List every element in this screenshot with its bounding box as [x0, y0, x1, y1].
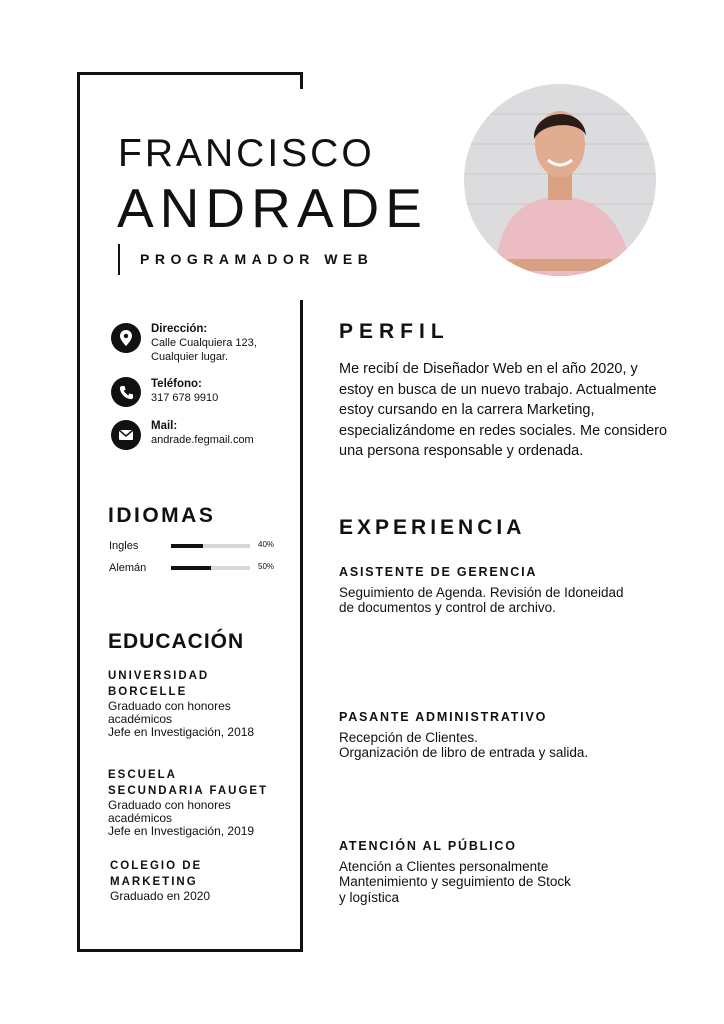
frame-top [77, 72, 303, 75]
phone-icon [111, 377, 141, 407]
job-title: ASISTENTE DE GERENCIA [339, 565, 538, 579]
address-line: Calle Cualquiera 123, [151, 337, 257, 349]
job-detail: Mantenimiento y seguimiento de Stock [339, 874, 571, 889]
location-icon [111, 323, 141, 353]
contact-address [151, 322, 257, 364]
school-name: COLEGIO DE [110, 860, 203, 872]
profile-text: Me recibí de Diseñador Web en el año 2020, y estoy en busca de un nuevo trabajo. Actualmente estoy cursando en la carrera Marketing, especializándome en redes sociales. Me considero una persona responsable y ordenada. [339, 361, 668, 460]
school-name: MARKETING [110, 876, 198, 888]
school-name: UNIVERSIDAD [108, 670, 210, 682]
frame-right-top [300, 72, 303, 89]
experience-item [339, 565, 639, 616]
education-item [110, 858, 210, 903]
address-line: Cualquier lugar. [151, 351, 229, 363]
edu-detail: Graduado con honores [108, 699, 231, 713]
experience-item [339, 839, 639, 905]
education-item [108, 767, 268, 838]
job-detail: Atención a Clientes personalmente [339, 858, 549, 874]
education-title: EDUCACIÓN [108, 630, 245, 653]
school-name: SECUNDARIA FAUGET [108, 785, 269, 797]
contact-mail [151, 419, 254, 447]
language-name: Alemán [109, 562, 147, 574]
role-divider [118, 244, 120, 275]
contact-phone [151, 377, 218, 405]
profile-title: PERFIL [339, 320, 450, 343]
job-title: PASANTE ADMINISTRATIVO [339, 710, 548, 724]
first-name: FRANCISCO [118, 132, 375, 175]
frame-right [300, 300, 303, 952]
experience-item [339, 710, 659, 761]
edu-detail: Graduado en 2020 [110, 889, 211, 903]
language-percent: 50% [258, 562, 275, 571]
edu-detail: académicos [108, 712, 173, 726]
phone-value: 317 678 9910 [151, 392, 219, 404]
language-bar [171, 566, 250, 570]
language-bar-fill [171, 544, 203, 548]
frame-bottom [77, 949, 303, 952]
profile-photo [464, 84, 656, 276]
mail-value: andrade.fegmail.com [151, 434, 254, 446]
school-name: ESCUELA [108, 769, 177, 781]
job-role: PROGRAMADOR WEB [140, 251, 374, 267]
edu-detail: Graduado con honores [108, 798, 231, 812]
languages-title: IDIOMAS [108, 504, 216, 527]
education-item [108, 668, 254, 739]
language-bar [171, 544, 250, 548]
edu-detail: académicos [108, 811, 173, 825]
address-label: Dirección: [151, 323, 208, 335]
job-detail: Recepción de Clientes. [339, 729, 478, 745]
mail-label: Mail: [151, 420, 178, 432]
frame-left [77, 72, 80, 952]
edu-detail: Jefe en Investigación, 2018 [108, 725, 255, 739]
edu-detail: Jefe en Investigación, 2019 [108, 824, 255, 838]
mail-icon [111, 420, 141, 450]
phone-label: Teléfono: [151, 378, 202, 390]
job-detail: Organización de libro de entrada y salida. [339, 745, 589, 760]
job-detail: y logística [339, 889, 400, 905]
school-name: BORCELLE [108, 686, 188, 698]
language-percent: 40% [258, 540, 275, 549]
experience-title: EXPERIENCIA [339, 516, 526, 539]
last-name: ANDRADE [117, 177, 428, 239]
language-bar-fill [171, 566, 211, 570]
job-title: ATENCIÓN AL PÚBLICO [339, 839, 517, 853]
job-detail: Seguimiento de Agenda. Revisión de Idoneidad de documentos y control de archivo. [339, 584, 624, 615]
language-name: Ingles [109, 540, 139, 552]
